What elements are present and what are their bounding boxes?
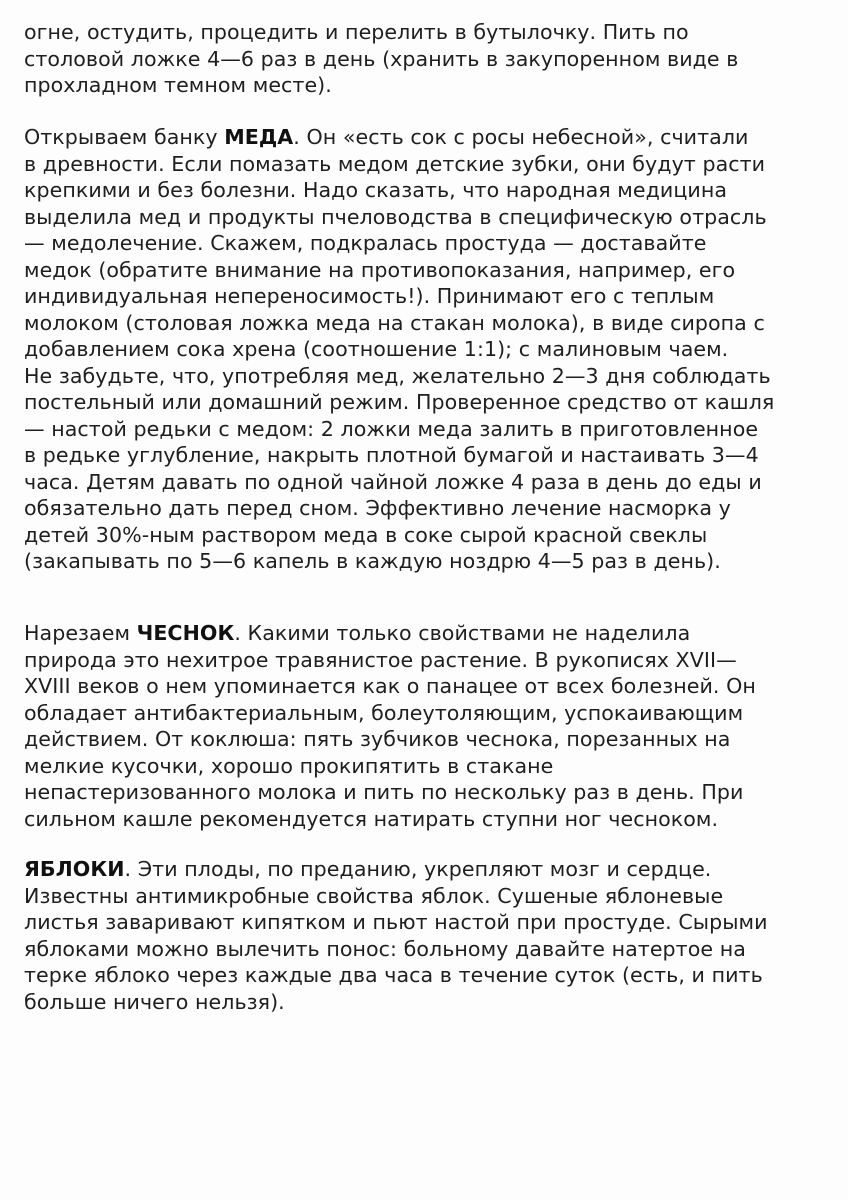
text-line: столовой ложке 4—6 раз в день (хранить в закупоренном виде в (24, 46, 739, 71)
text-line (24, 620, 832, 647)
text-line: индивидуальная непереносимость!). Принимают его с теплым (24, 284, 715, 308)
text-line: выделила мед и продукты пчеловодства в специфическую отрасль (24, 204, 767, 229)
paragraph-apples (24, 856, 832, 1015)
paragraph-intro: Нарезаем (24, 621, 137, 645)
paragraph-infusion-end (24, 19, 832, 99)
text-line: — настой редьки с медом: 2 ложки меда залить в приготовленное (24, 416, 759, 441)
text-line: огне, остудить, процедить и перелить в бутылочку. Пить по (24, 20, 689, 44)
paragraph-first-line-rest: . Какими только свойствами не наделила (234, 621, 691, 645)
text-line: часа. Детям давать по одной чайной ложке 4 раза в день до еды и (24, 469, 762, 494)
paragraph-first-line-rest: . Он «есть сок с росы небесной», считали (293, 125, 749, 149)
keyword-garlic: ЧЕСНОК (136, 621, 235, 645)
text-line (24, 856, 832, 883)
text-line: молоком (столовая ложка меда на стакан молока), в виде сиропа с (24, 310, 765, 335)
text-line: — медолечение. Скажем, подкралась простуда — доставайте (24, 231, 707, 255)
text-line: сильном кашле рекомендуется натирать ступни ног чесноком. (24, 806, 719, 831)
paragraph-first-line-rest: . Эти плоды, по преданию, укрепляют мозг и сердце. (124, 857, 712, 881)
text-line: постельный или домашний режим. Проверенное средство от кашля (24, 390, 775, 414)
text-line: обладает антибактериальным, болеутоляющим, успокаивающим (24, 700, 744, 725)
text-line: (закапывать по 5—6 капель в каждую ноздрю 4—5 раз в день). (24, 549, 721, 573)
paragraph-intro: Открываем банку (24, 125, 225, 149)
paragraph-garlic (24, 620, 832, 832)
text-line: XVIII веков о нем упоминается как о панацее от всех болезней. Он (24, 674, 756, 698)
text-line: медок (обратите внимание на противопоказания, например, его (24, 257, 736, 282)
text-line: терке яблоко через каждые два часа в течение суток (есть, и пить (24, 963, 763, 987)
text-line: яблоками можно вылечить понос: больному давайте натертое на (24, 936, 746, 961)
keyword-honey: МЕДА (224, 125, 294, 149)
text-line (24, 575, 832, 602)
text-line: обязательно дать перед сном. Эффективно лечение насморка у (24, 496, 731, 520)
text-line: крепкими и без болезни. Надо сказать, что народная медицина (24, 178, 728, 202)
text-line: детей 30%-ным раствором меда в соке сырой красной свеклы (24, 522, 708, 547)
text-line: мелкие кусочки, хорошо прокипятить в стакане (24, 753, 554, 778)
text-line: Не забудьте, что, употребляя мед, желательно 2—3 дня соблюдать (24, 363, 771, 388)
text-line: в древности. Если помазать медом детские зубки, они будут расти (24, 151, 766, 176)
text-line (24, 124, 832, 151)
text-line: в редьке углубление, накрыть плотной бумагой и настаивать 3—4 (24, 443, 759, 467)
text-line: больше ничего нельзя). (24, 989, 285, 1014)
text-line: Известны антимикробные свойства яблок. Сушеные яблоневые (24, 883, 724, 908)
keyword-apples: ЯБЛОКИ (24, 857, 125, 881)
text-line: прохладном темном месте). (24, 73, 332, 97)
text-line: листья заваривают кипятком и пьют настой при простуде. Сырыми (24, 910, 768, 934)
text-line: действием. От коклюша: пять зубчиков чеснока, порезанных на (24, 727, 731, 751)
text-line: природа это нехитрое травянистое растение. В рукописях XVII— (24, 647, 737, 672)
text-line: непастеризованного молока и пить по нескольку раз в день. При (24, 780, 744, 804)
text-line: добавлением сока хрена (соотношение 1:1); с малиновым чаем. (24, 337, 729, 361)
paragraph-honey (24, 124, 832, 601)
